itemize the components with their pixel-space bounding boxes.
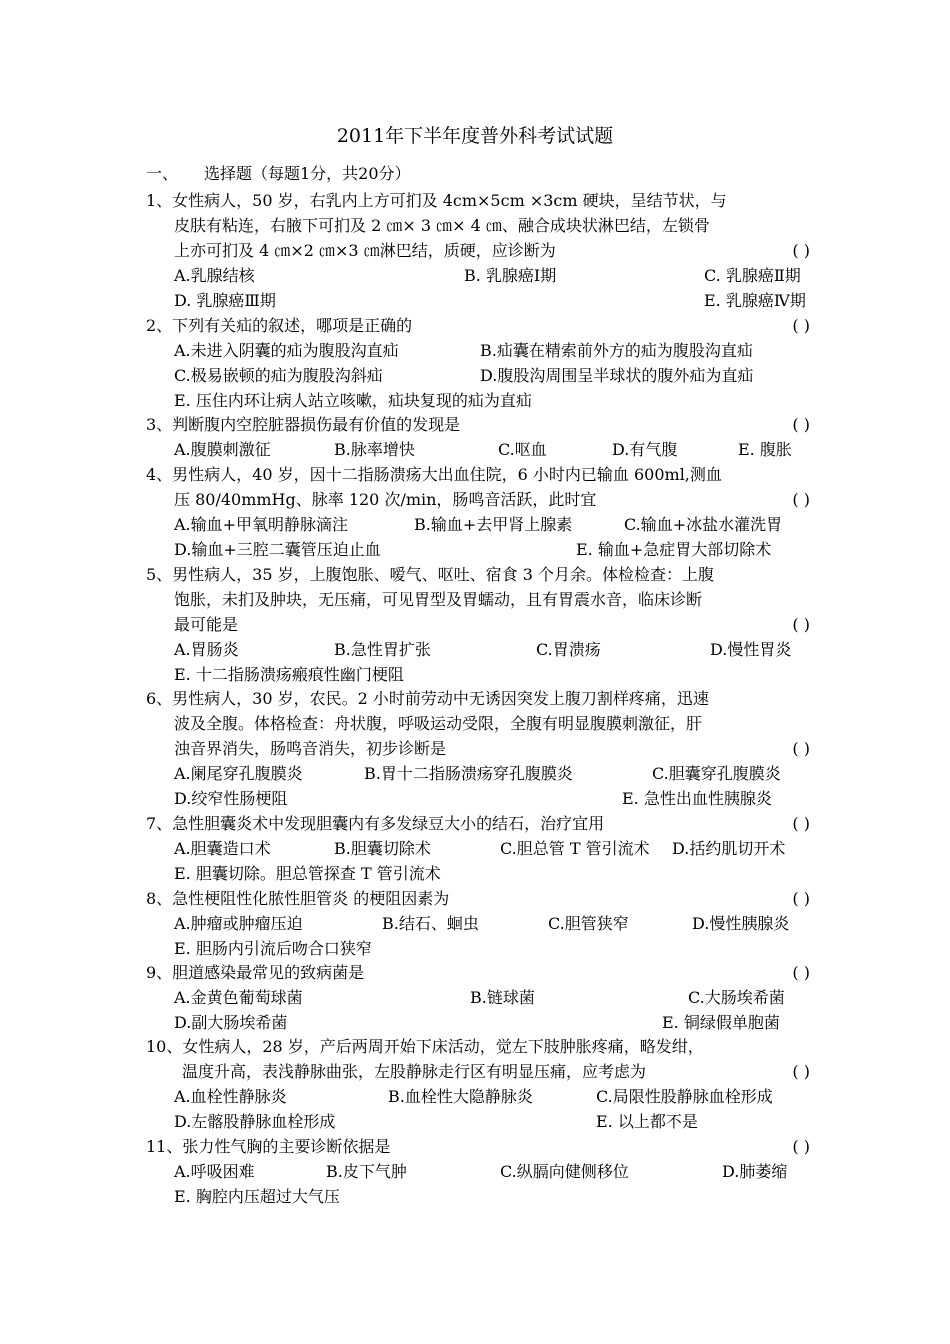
answer-option[interactable]: C.胆管狭窄	[548, 914, 629, 933]
answer-option[interactable]: B.结石、蛔虫	[382, 914, 479, 933]
question-6	[146, 686, 810, 811]
question-4	[146, 462, 810, 562]
option-row	[174, 1084, 810, 1109]
question-text: 5、男性病人，35 岁，上腹饱胀、嗳气、呕吐、宿食 3 个月余。体检检查：上腹	[146, 565, 714, 584]
question-text-line	[146, 487, 810, 512]
answer-option[interactable]: B.胃十二指肠溃疡穿孔腹膜炎	[364, 764, 573, 783]
question-text-line	[146, 562, 810, 587]
exam-title: 2011年下半年度普外科考试试题	[336, 125, 614, 147]
option-row	[174, 1010, 810, 1035]
question-9	[146, 960, 810, 1035]
answer-option[interactable]: D.有气腹	[612, 440, 678, 459]
answer-option[interactable]: D. 乳腺癌Ⅲ期	[174, 291, 276, 310]
question-text-line	[146, 238, 810, 263]
option-row	[174, 911, 810, 936]
question-text-line	[146, 960, 810, 985]
answer-option[interactable]: C.胃溃疡	[536, 640, 601, 659]
answer-option[interactable]: B.血栓性大隐静脉炎	[388, 1087, 533, 1106]
question-text-line	[146, 213, 810, 238]
answer-option[interactable]: E. 压住内环让病人站立咳嗽，疝块复现的疝为直疝	[174, 391, 532, 410]
answer-option[interactable]: C.极易嵌顿的疝为腹股沟斜疝	[174, 366, 383, 385]
answer-option[interactable]: D.副大肠埃希菌	[174, 1013, 288, 1032]
answer-option[interactable]: C.输血+冰盐水灌洗胃	[624, 515, 783, 534]
question-text-line	[146, 313, 810, 338]
answer-option[interactable]: D.慢性胃炎	[710, 640, 792, 659]
option-row	[174, 936, 810, 961]
question-text: 波及全腹。体格检查：舟状腹，呼吸运动受限，全腹有明显腹膜刺激征，肝	[174, 714, 703, 733]
answer-option[interactable]: D.左髂股静脉血栓形成	[174, 1112, 336, 1131]
question-text-line	[146, 188, 810, 213]
answer-blank[interactable]: ( )	[792, 1137, 810, 1156]
answer-option[interactable]: C.胆囊穿孔腹膜炎	[652, 764, 781, 783]
answer-option[interactable]: E. 胆肠内引流后吻合口狭窄	[174, 939, 372, 958]
answer-option[interactable]: E. 输血+急症胃大部切除术	[576, 540, 772, 559]
option-row	[174, 761, 810, 786]
question-text: 9、胆道感染最常见的致病菌是	[146, 963, 365, 982]
answer-option[interactable]: D.慢性胰腺炎	[692, 914, 790, 933]
answer-option[interactable]: E. 十二指肠溃疡瘢痕性幽门梗阻	[174, 665, 404, 684]
answer-option[interactable]: B.胆囊切除术	[334, 839, 431, 858]
answer-option[interactable]: A.乳腺结核	[174, 266, 255, 285]
option-row	[174, 985, 810, 1010]
section-number: 一、	[146, 164, 179, 183]
answer-option[interactable]: B.输血+去甲肾上腺素	[414, 515, 573, 534]
answer-option[interactable]: D.输血+三腔二囊管压迫止血	[174, 540, 381, 559]
question-text: 11、张力性气胸的主要诊断依据是	[146, 1137, 391, 1156]
option-row	[174, 1109, 810, 1134]
answer-option[interactable]: D.括约肌切开术	[672, 839, 786, 858]
question-text-line	[146, 686, 810, 711]
answer-option[interactable]: A.输血+甲氧明静脉滴注	[174, 515, 349, 534]
answer-option[interactable]: C.纵膈向健侧移位	[500, 1162, 629, 1181]
answer-option[interactable]: E. 胆囊切除。胆总管探查 T 管引流术	[174, 864, 441, 883]
option-row	[174, 512, 810, 537]
answer-option[interactable]: E. 铜绿假单胞菌	[662, 1013, 780, 1032]
answer-blank[interactable]: ( )	[792, 963, 810, 982]
answer-option[interactable]: A.阑尾穿孔腹膜炎	[174, 764, 303, 783]
option-row	[174, 437, 810, 462]
answer-option[interactable]: B.急性胃扩张	[334, 640, 431, 659]
question-text: 压 80/40mmHg、脉率 120 次/min，肠鸣音活跃，此时宜	[174, 490, 597, 509]
question-text: 温度升高，表浅静脉曲张，左股静脉走行区有明显压痛，应考虑为	[182, 1062, 647, 1081]
answer-option[interactable]: C.大肠埃希菌	[688, 988, 785, 1007]
answer-option[interactable]: B.皮下气肿	[326, 1162, 407, 1181]
answer-blank[interactable]: ( )	[792, 814, 810, 833]
question-text: 饱胀，未扪及肿块，无压痛，可见胃型及胃蠕动，且有胃震水音，临床诊断	[174, 590, 703, 609]
question-2	[146, 313, 810, 413]
answer-option[interactable]: A.胆囊造口术	[174, 839, 271, 858]
option-row	[174, 836, 810, 861]
question-text: 2、下列有关疝的叙述，哪项是正确的	[146, 316, 413, 335]
answer-option[interactable]: D.肺萎缩	[722, 1162, 788, 1181]
question-text-line	[146, 587, 810, 612]
answer-option[interactable]: C.呕血	[498, 440, 547, 459]
question-text: 1、女性病人，50 岁，右乳内上方可扪及 4cm×5cm ×3cm 硬块，呈结节状，与	[146, 191, 727, 210]
answer-option[interactable]: D.绞窄性肠梗阻	[174, 789, 288, 808]
answer-option[interactable]: B.脉率增快	[334, 440, 415, 459]
question-text-line	[146, 412, 810, 437]
question-text-line	[146, 736, 810, 761]
answer-option[interactable]: B. 乳腺癌Ⅰ期	[464, 266, 557, 285]
answer-blank[interactable]: ( )	[792, 615, 810, 634]
question-text: 3、判断腹内空腔脏器损伤最有价值的发现是	[146, 415, 461, 434]
answer-option[interactable]: B.疝囊在精索前外方的疝为腹股沟直疝	[480, 341, 753, 360]
option-row	[174, 1184, 810, 1209]
option-row	[174, 537, 810, 562]
question-text-line	[146, 886, 810, 911]
answer-option[interactable]: C.胆总管 T 管引流术	[500, 839, 650, 858]
question-text: 皮肤有粘连，右腋下可扪及 2 ㎝× 3 ㎝× 4 ㎝、融合成块状淋巴结，左锁骨	[174, 216, 710, 235]
option-row	[174, 263, 810, 288]
question-text-line	[146, 1059, 810, 1084]
answer-blank[interactable]: ( )	[792, 316, 810, 335]
question-text: 4、男性病人，40 岁，因十二指肠溃疡大出血住院，6 小时内已输血 600ml,测血	[146, 465, 722, 484]
answer-option[interactable]: E. 急性出血性胰腺炎	[622, 789, 772, 808]
question-text-line	[146, 462, 810, 487]
option-row	[174, 388, 810, 413]
question-11	[146, 1134, 810, 1209]
question-8	[146, 886, 810, 961]
answer-option[interactable]: D.腹股沟周围呈半球状的腹外疝为直疝	[480, 366, 754, 385]
answer-option[interactable]: A.胃肠炎	[174, 640, 239, 659]
answer-option[interactable]: C. 乳腺癌Ⅱ期	[704, 266, 801, 285]
answer-option[interactable]: B.链球菌	[470, 988, 535, 1007]
option-row	[174, 662, 810, 687]
option-row	[174, 338, 810, 363]
question-text: 最可能是	[174, 615, 239, 634]
question-10	[146, 1034, 810, 1134]
question-text-line	[146, 1134, 810, 1159]
answer-option[interactable]: A.肿瘤或肿瘤压迫	[174, 914, 303, 933]
question-text: 10、女性病人，28 岁，产后两周开始下床活动，觉左下肢肿胀疼痛，略发绀，	[146, 1037, 704, 1056]
question-text-line	[146, 1034, 810, 1059]
answer-option[interactable]: E. 腹胀	[738, 440, 792, 459]
answer-option[interactable]: C.局限性股静脉血栓形成	[596, 1087, 773, 1106]
answer-blank[interactable]: ( )	[792, 490, 810, 509]
question-text-line	[146, 711, 810, 736]
answer-blank[interactable]: ( )	[792, 739, 810, 758]
option-row	[174, 861, 810, 886]
question-text: 8、急性梗阻性化脓性胆管炎 的梗阻因素为	[146, 889, 450, 908]
section-label: 选择题（每题1分，共20分）	[204, 164, 411, 183]
answer-option[interactable]: A.血栓性静脉炎	[174, 1087, 287, 1106]
option-row	[174, 363, 810, 388]
question-text-line	[146, 811, 810, 836]
answer-option[interactable]: E. 胸腔内压超过大气压	[174, 1187, 340, 1206]
question-1	[146, 188, 810, 313]
answer-blank[interactable]: ( )	[792, 889, 810, 908]
question-text: 浊音界消失，肠鸣音消失，初步诊断是	[174, 739, 447, 758]
option-row	[174, 786, 810, 811]
question-3	[146, 412, 810, 462]
answer-blank[interactable]: ( )	[792, 415, 810, 434]
question-7	[146, 811, 810, 886]
answer-blank[interactable]: ( )	[792, 241, 810, 260]
question-text: 6、男性病人，30 岁，农民。2 小时前劳动中无诱因突发上腹刀割样疼痛，迅速	[146, 689, 709, 708]
answer-option[interactable]: A.呼吸困难	[174, 1162, 255, 1181]
question-text: 7、急性胆囊炎术中发现胆囊内有多发绿豆大小的结石，治疗宜用	[146, 814, 605, 833]
question-text-line	[146, 612, 810, 637]
option-row	[174, 637, 810, 662]
question-text: 上亦可扪及 4 ㎝×2 ㎝×3 ㎝淋巴结，质硬，应诊断为	[174, 241, 556, 260]
answer-option[interactable]: E. 以上都不是	[596, 1112, 698, 1131]
answer-blank[interactable]: ( )	[792, 1062, 810, 1081]
answer-option[interactable]: E. 乳腺癌Ⅳ期	[704, 291, 806, 310]
answer-option[interactable]: A.未进入阴囊的疝为腹股沟直疝	[174, 341, 399, 360]
question-5	[146, 562, 810, 687]
option-row	[174, 288, 810, 313]
answer-option[interactable]: A.金黄色葡萄球菌	[174, 988, 303, 1007]
answer-option[interactable]: A.腹膜刺激征	[174, 440, 271, 459]
option-row	[174, 1159, 810, 1184]
section-heading	[146, 163, 411, 185]
